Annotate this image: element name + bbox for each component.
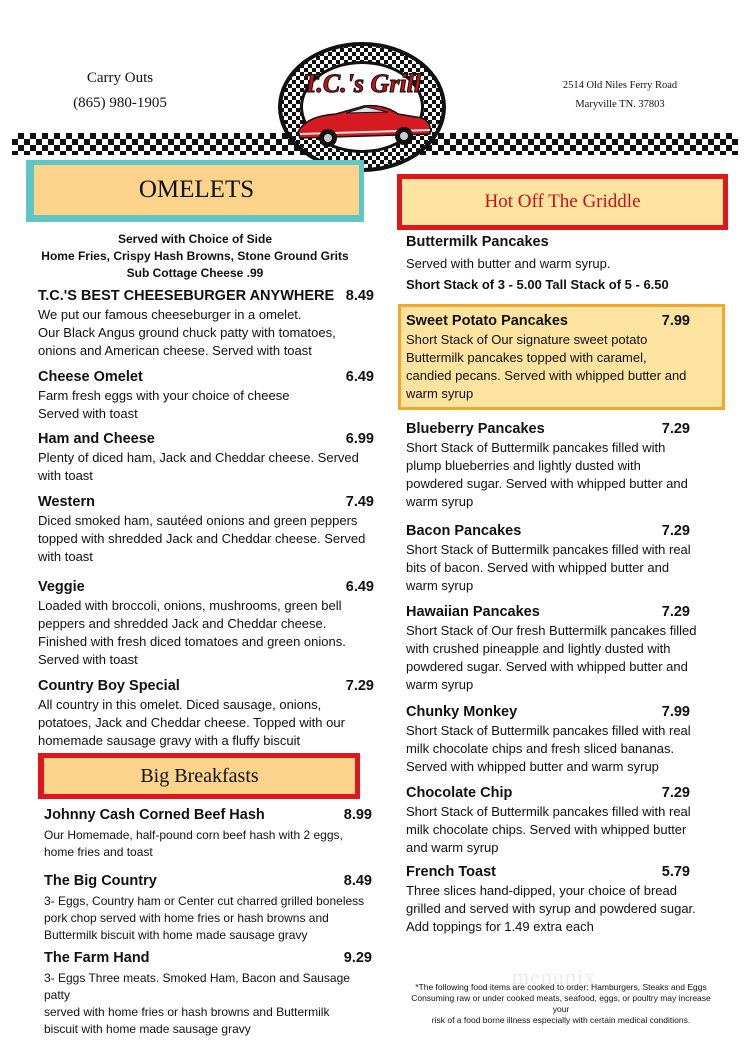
item-price: 8.49 bbox=[343, 873, 372, 889]
item-desc-line: Diced smoked ham, sautéed onions and green peppers bbox=[38, 513, 358, 528]
item-desc-line: Short Stack of Our signature sweet potato bbox=[406, 332, 648, 347]
item-desc-line: potatoes, Jack and Cheddar cheese. Topped with our bbox=[38, 715, 345, 730]
menu-item bbox=[406, 602, 726, 694]
menu-item bbox=[38, 286, 376, 360]
menu-item bbox=[44, 948, 374, 1038]
item-desc-line: onions and American cheese. Served with toast bbox=[38, 343, 312, 358]
item-name: Johnny Cash Corned Beef Hash bbox=[44, 807, 265, 823]
menu-item bbox=[38, 492, 376, 566]
item-price: 6.49 bbox=[345, 369, 374, 385]
big-breakfasts-heading: Big Breakfasts bbox=[140, 764, 259, 787]
menu-item-title bbox=[38, 286, 378, 306]
grill-logo bbox=[276, 40, 448, 174]
big-breakfasts-heading-box bbox=[38, 753, 360, 799]
item-desc-line: Short Stack of Buttermilk pancakes filled with real bbox=[406, 542, 691, 557]
item-desc-line: 3- Eggs Three meats. Smoked Ham, Bacon and Sausage patty bbox=[44, 971, 350, 1002]
item-price: 7.49 bbox=[345, 494, 374, 510]
menu-item-title bbox=[38, 367, 378, 387]
menu-item bbox=[38, 367, 376, 423]
item-price: 7.29 bbox=[345, 678, 374, 694]
item-desc-line: with toast bbox=[38, 549, 93, 564]
item-name: The Big Country bbox=[44, 873, 157, 889]
item-desc-line: served with home fries or hash browns and Buttermilk bbox=[44, 1005, 330, 1019]
item-desc-line: Add toppings for 1.49 extra each bbox=[406, 919, 594, 934]
menu-item-title bbox=[406, 419, 694, 439]
item-name: Blueberry Pancakes bbox=[406, 421, 545, 437]
side-note-line-2: Home Fries, Crispy Hash Browns, Stone Ground Grits bbox=[41, 249, 349, 263]
item-desc-line: homemade sausage gravy with a fluffy biscuit bbox=[38, 733, 301, 748]
item-name: Chunky Monkey bbox=[406, 704, 518, 720]
logo-text: T.C.'s Grill bbox=[302, 69, 422, 98]
menu-item-title bbox=[38, 492, 378, 512]
item-desc-line: Our Black Angus ground chuck patty with tomatoes, bbox=[38, 325, 336, 340]
menu-item-title bbox=[38, 676, 378, 696]
item-price: 6.99 bbox=[345, 431, 374, 447]
menu-item bbox=[38, 577, 376, 669]
griddle-heading-box bbox=[397, 174, 728, 230]
menu-item-title bbox=[406, 862, 694, 882]
item-desc-line: Our Homemade, half-pound corn beef hash with 2 eggs, bbox=[44, 828, 343, 842]
item-desc-line: home fries and toast bbox=[44, 845, 153, 859]
item-name: The Farm Hand bbox=[44, 950, 150, 966]
item-desc-line: and warm syrup bbox=[406, 840, 499, 855]
item-name: T.C.'S BEST CHEESEBURGER ANYWHERE bbox=[38, 288, 335, 304]
item-price: 8.49 bbox=[345, 288, 374, 304]
item-desc-line: Short Stack of Buttermilk pancakes filled with real bbox=[406, 723, 691, 738]
item-desc-line: warm syrup bbox=[406, 677, 474, 692]
item-price: 7.99 bbox=[661, 704, 690, 720]
item-desc-line: Three slices hand-dipped, your choice of bread bbox=[406, 883, 677, 898]
item-desc-line: with toast bbox=[38, 468, 93, 483]
item-desc-line: pork chop served with home fries or hash browns and bbox=[44, 911, 329, 925]
menu-item bbox=[406, 521, 726, 595]
menu-item bbox=[406, 419, 726, 511]
footer-line-3: risk of a food borne illness especially with certain medical conditions. bbox=[431, 1015, 691, 1025]
item-desc-line: All country in this omelet. Diced sausage, onions, bbox=[38, 697, 322, 712]
menu-item bbox=[406, 783, 726, 857]
buttermilk-pancakes bbox=[406, 232, 726, 294]
menu-item bbox=[38, 676, 376, 750]
item-price: 7.29 bbox=[661, 785, 690, 801]
menu-item-title bbox=[38, 577, 378, 597]
menu-item bbox=[44, 805, 374, 861]
item-price: 7.29 bbox=[661, 523, 690, 539]
phone-number[interactable]: (865) 980-1905 bbox=[73, 95, 167, 111]
omelets-heading: OMELETS bbox=[138, 176, 255, 203]
item-price: 8.99 bbox=[343, 807, 372, 823]
item-price: 6.49 bbox=[345, 579, 374, 595]
item-desc-line: grilled and served with syrup and powdered sugar. bbox=[406, 901, 696, 916]
item-desc-line: warm syrup bbox=[406, 494, 474, 509]
item-name: Western bbox=[38, 494, 95, 510]
item-name: Sweet Potato Pancakes bbox=[406, 313, 568, 329]
item-desc-line: milk chocolate chips and fresh sliced bananas. bbox=[406, 741, 675, 756]
footer-line-2: Consuming raw or under cooked meats, seafood, eggs, or poultry may increase your bbox=[411, 993, 711, 1014]
item-desc-line: Buttermilk biscuit with home made sausage gravy bbox=[44, 928, 308, 942]
item-desc-line: Loaded with broccoli, onions, mushrooms, green bell bbox=[38, 598, 342, 613]
item-desc-line: plump blueberries and lightly dusted with bbox=[406, 458, 641, 473]
item-desc-line: powdered sugar. Served with whipped butter and bbox=[406, 476, 688, 491]
menu-item bbox=[38, 429, 376, 485]
item-name: Veggie bbox=[38, 579, 85, 595]
menu-item-title bbox=[406, 783, 694, 803]
menu-item bbox=[406, 311, 726, 403]
item-desc-line: powdered sugar. Served with whipped butter and bbox=[406, 659, 688, 674]
menu-item-title bbox=[44, 805, 376, 825]
item-name: Country Boy Special bbox=[38, 678, 180, 694]
item-desc-line: Short Stack of Our fresh Buttermilk pancakes filled bbox=[406, 623, 697, 638]
item-desc-line: milk chocolate chips. Served with whipped butter bbox=[406, 822, 687, 837]
item-price: 5.79 bbox=[661, 864, 690, 880]
item-name: Chocolate Chip bbox=[406, 785, 513, 801]
item-price: 9.29 bbox=[343, 950, 372, 966]
food-safety-note bbox=[406, 982, 716, 1026]
item-desc-line: warm syrup bbox=[406, 578, 474, 593]
item-desc-line: bits of bacon. Served with whipped butter and bbox=[406, 560, 670, 575]
footer-line-1: *The following food items are cooked to order: Hamburgers, Steaks and Eggs bbox=[415, 982, 707, 992]
address-line-1: 2514 Old Niles Ferry Road bbox=[562, 80, 678, 91]
stack-prices: Short Stack of 3 - 5.00 Tall Stack of 5 - 6.50 bbox=[406, 277, 669, 292]
item-name: Cheese Omelet bbox=[38, 369, 143, 385]
item-name: French Toast bbox=[406, 864, 496, 880]
menu-item bbox=[44, 871, 374, 944]
item-price: 7.99 bbox=[661, 313, 690, 329]
menu-item bbox=[406, 862, 726, 936]
item-desc-line: Served with whipped butter and warm syrup bbox=[406, 759, 659, 774]
griddle-heading: Hot Off The Griddle bbox=[484, 191, 641, 212]
menu-item-title bbox=[406, 702, 694, 722]
item-desc-line: Served with toast bbox=[38, 406, 138, 421]
carry-out-info bbox=[60, 66, 180, 116]
item-desc-line: biscuit with home made sausage gravy bbox=[44, 1022, 251, 1036]
carry-outs-label: Carry Outs bbox=[86, 70, 154, 86]
item-desc-line: Buttermilk pancakes topped with caramel, bbox=[406, 350, 647, 365]
item-desc-line: peppers and shredded Jack and Cheddar cheese. bbox=[38, 616, 327, 631]
menu-item-title bbox=[406, 602, 694, 622]
item-desc-line: topped with shredded Jack and Cheddar cheese. Served bbox=[38, 531, 366, 546]
omelets-side-note bbox=[30, 231, 360, 282]
menu-item-title bbox=[406, 521, 694, 541]
item-name: Hawaiian Pancakes bbox=[406, 604, 540, 620]
watermark: menupix bbox=[512, 964, 596, 989]
address-block bbox=[540, 76, 700, 114]
item-name: Bacon Pancakes bbox=[406, 523, 522, 539]
item-desc-line: Served with toast bbox=[38, 652, 138, 667]
item-price: 7.29 bbox=[661, 604, 690, 620]
side-note-line-1: Served with Choice of Side bbox=[117, 232, 273, 246]
item-name: Buttermilk Pancakes bbox=[406, 234, 549, 250]
address-line-2: Maryville TN. 37803 bbox=[575, 99, 665, 110]
item-desc-line: Short Stack of Buttermilk pancakes filled with bbox=[406, 440, 666, 455]
item-desc-line: 3- Eggs, Country ham or Center cut charred grilled boneless bbox=[44, 894, 365, 908]
item-desc-line: Short Stack of Buttermilk pancakes filled with real bbox=[406, 804, 691, 819]
item-price: 7.29 bbox=[661, 421, 690, 437]
side-note-line-3: Sub Cottage Cheese .99 bbox=[126, 266, 264, 280]
menu-item-title bbox=[406, 311, 694, 331]
item-desc-line: We put our famous cheeseburger in a omelet. bbox=[38, 307, 302, 322]
item-desc-line: Finished with fresh diced tomatoes and green onions. bbox=[38, 634, 346, 649]
item-desc-line: Plenty of diced ham, Jack and Cheddar cheese. Served bbox=[38, 450, 359, 465]
item-name: Ham and Cheese bbox=[38, 431, 155, 447]
menu-item-title bbox=[44, 948, 376, 968]
item-desc-line: with crushed pineapple and lightly dusted with bbox=[406, 641, 671, 656]
item-desc-line: candied pecans. Served with whipped butter and bbox=[406, 368, 687, 383]
item-desc-line: Farm fresh eggs with your choice of cheese bbox=[38, 388, 290, 403]
item-desc: Served with butter and warm syrup. bbox=[406, 256, 611, 271]
menu-item bbox=[406, 702, 726, 776]
item-desc-line: warm syrup bbox=[406, 386, 474, 401]
menu-item-title bbox=[38, 429, 378, 449]
menu-item-title bbox=[44, 871, 376, 891]
omelets-heading-box bbox=[26, 160, 364, 222]
